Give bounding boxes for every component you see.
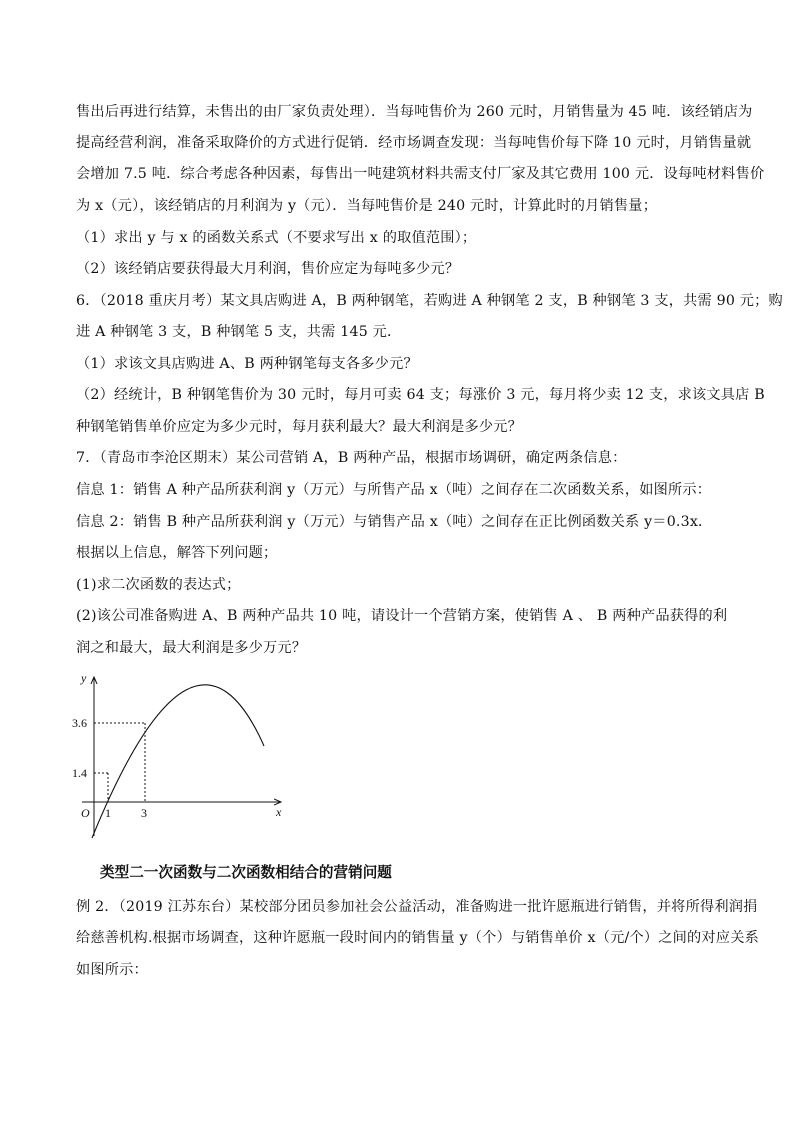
question-part: （2）经统计，B 种钢笔售价为 30 元时，每月可卖 64 支；每涨价 3 元，每月将少卖 12 支，求该文具店 B — [76, 387, 765, 403]
tick-label-1.4: 1.4 — [72, 766, 87, 780]
info-line: 信息 1：销售 A 种产品所获利润 y（万元）与所售产品 x（吨）之间存在二次函数关系，如图所示： — [76, 482, 712, 498]
text-line: 根据以上信息，解答下列问题； — [76, 545, 278, 561]
question-part: （2）该经销店要获得最大月利润，售价应定为每吨多少元？ — [76, 261, 460, 277]
problem-6-line: 6．（2018 重庆月考）某文具店购进 A，B 两种钢笔，若购进 A 种钢笔 2 支，B 种钢笔 3 支，共需 90 元；购 — [76, 293, 783, 309]
text-line: 为 x（元），该经销店的月利润为 y（元）．当每吨售价是 240 元时，计算此时的月销售量； — [76, 198, 658, 214]
problem-6-line: 进 A 种钢笔 3 支，B 种钢笔 5 支，共需 145 元． — [76, 324, 402, 340]
question-part: (2)该公司准备购进 A、B 两种产品共 10 吨，请设计一个营销方案，使销售 A 、 B 两种产品获得的利 — [76, 608, 728, 624]
axis-label-y: y — [81, 671, 87, 685]
question-part: (1)求二次函数的表达式； — [76, 577, 241, 593]
parabola-figure — [70, 668, 300, 858]
tick-label-3: 3 — [141, 806, 147, 820]
example-line: 给慈善机构.根据市场调查，这种许愿瓶一段时间内的销售量 y（个）与销售单价 x（元/个）之间的对应关系 — [76, 930, 759, 946]
origin-label: O — [81, 806, 90, 820]
text-line: 售出后再进行结算，未售出的由厂家负责处理）．当每吨售价为 260 元时，月销售量为 45 吨．该经销店为 — [76, 104, 753, 120]
section-heading: 类型二一次函数与二次函数相结合的营销问题 — [100, 864, 392, 881]
example-line: 如图所示： — [76, 962, 148, 978]
axis-label-x: x — [276, 805, 282, 819]
tick-label-3.6: 3.6 — [72, 716, 87, 730]
text-line: 会增加 7.5 吨．综合考虑各种因素，每售出一吨建筑材料共需支付厂家及其它费用 100 元．设每吨材料售价 — [76, 166, 765, 182]
info-line: 信息 2：销售 B 种产品所获利润 y（万元）与销售产品 x（吨）之间存在正比例函数关系 y＝0.3x． — [76, 514, 713, 530]
example-line: 例 2．（2019 江苏东台）某校部分团员参加社会公益活动，准备购进一批许愿瓶进行销售，并将所得利润捐 — [76, 899, 758, 915]
problem-7-line: 7．（青岛市李沧区期末）某公司营销 A，B 两种产品，根据市场调研，确定两条信息： — [76, 450, 627, 466]
tick-label-1: 1 — [105, 806, 111, 820]
text-line: 提高经营利润，准备采取降价的方式进行促销．经市场调查发现：当每吨售价每下降 10 元时，月销售量就 — [76, 135, 752, 151]
question-part: 润之和最大，最大利润是多少万元？ — [76, 640, 307, 656]
question-part: （1）求该文具店购进 A、B 两种钢笔每支各多少元？ — [76, 356, 418, 372]
question-part: （1）求出 y 与 x 的函数关系式（不要求写出 x 的取值范围）； — [76, 230, 477, 246]
parabola-curve — [92, 685, 264, 838]
question-part: 种钢笔销售单价应定为多少元时，每月获利最大？最大利润是多少元？ — [76, 419, 523, 435]
